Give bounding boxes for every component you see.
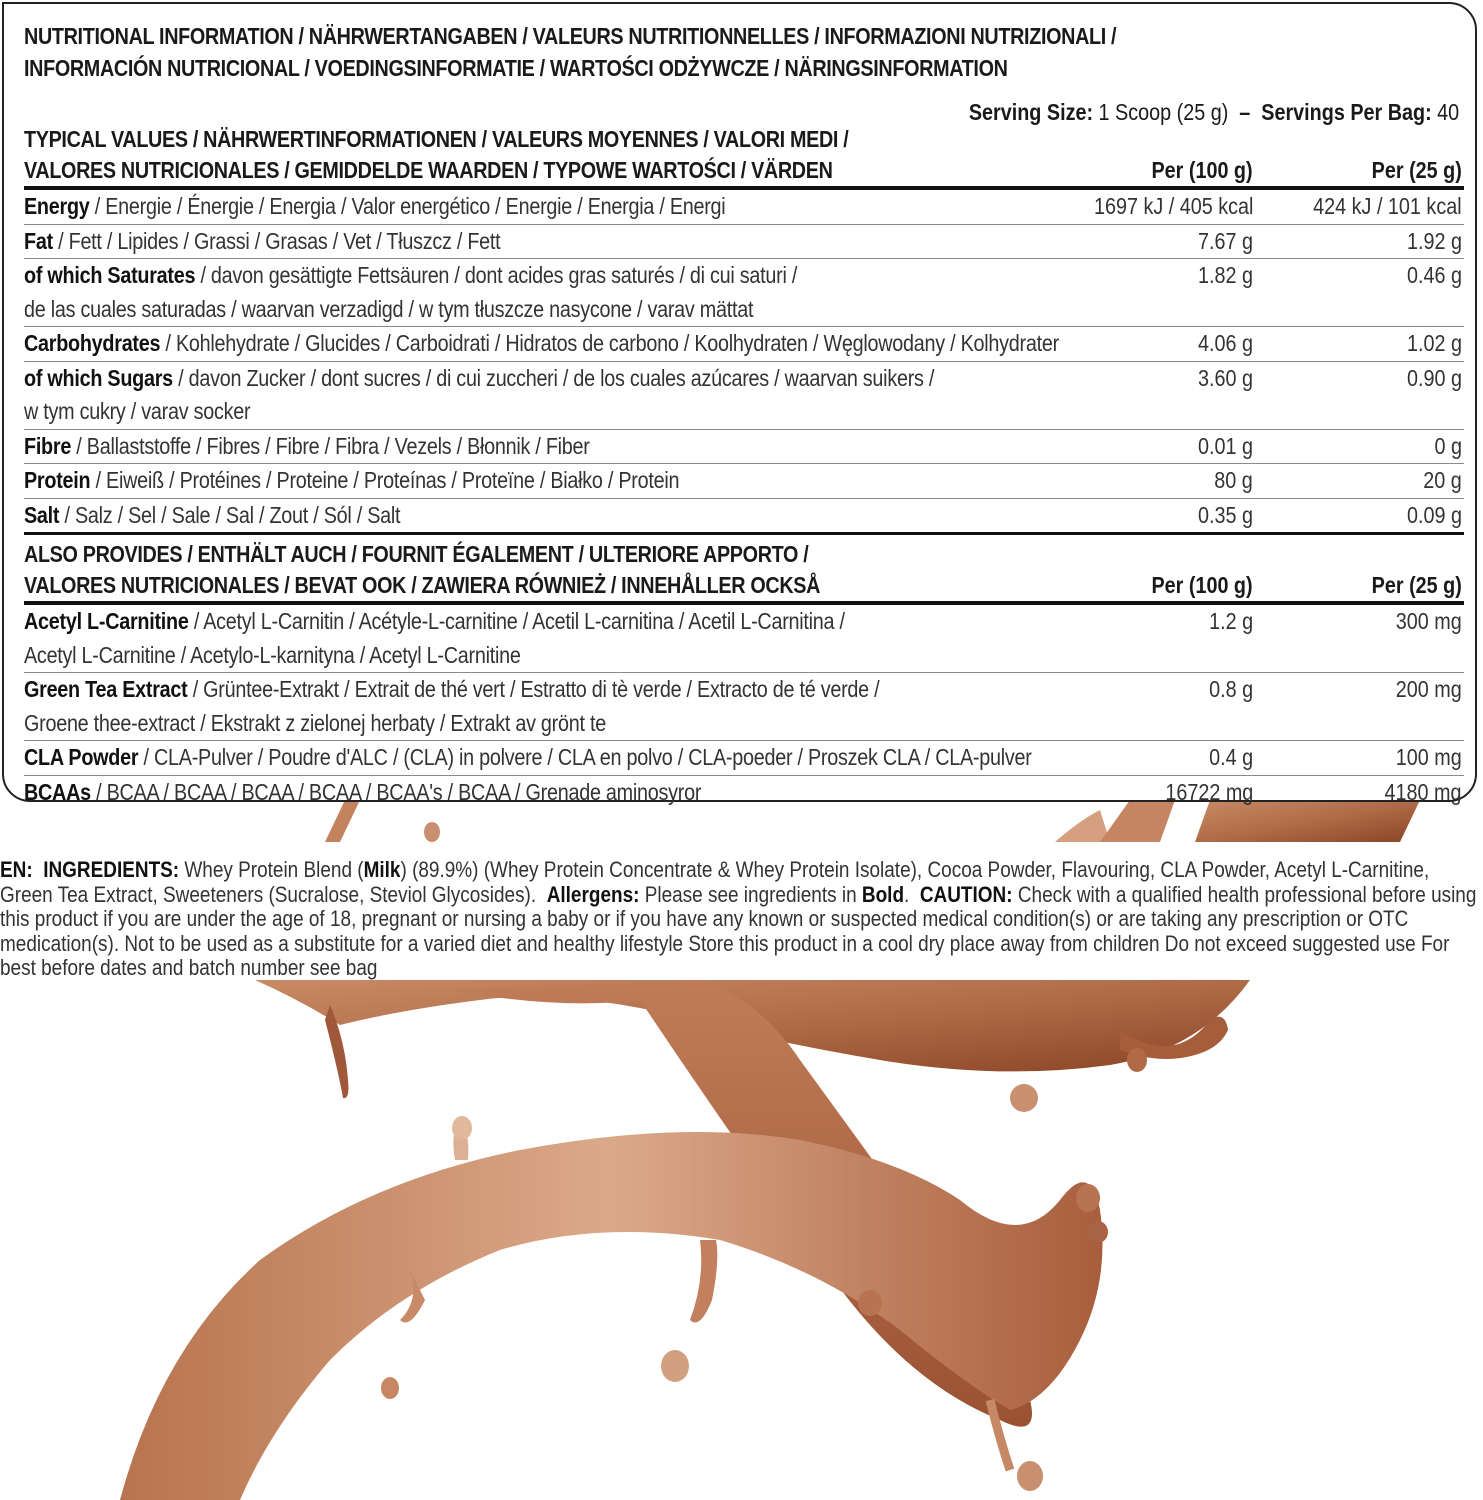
value-per-25g: 20 g — [1423, 467, 1462, 493]
typical-values-header — [24, 124, 1464, 190]
value-per-100g: 1.2 g — [1209, 608, 1253, 634]
ingredients-label: INGREDIENTS: — [43, 857, 180, 882]
also-provides-header — [24, 539, 1464, 605]
table-row-bcaas — [24, 776, 1464, 810]
caution-label: CAUTION: — [919, 881, 1013, 907]
table-row-saturates — [24, 259, 1464, 327]
servings-per-bag-label: Servings Per Bag: — [1261, 99, 1432, 125]
serving-size-value: 1 Scoop (25 g) — [1098, 99, 1229, 125]
also-provides-label-line-2: VALORES NUTRICIONALES / BEVAT OOK / ZAWIERA RÓWNIEŻ / INNEHÅLLER OCKSÅ — [24, 572, 821, 598]
allergens-text: Please see ingredients in — [639, 881, 862, 907]
allergens-label: Allergens: — [546, 881, 640, 907]
also-provides-label — [24, 539, 1056, 601]
nutrient-name: Fat — [24, 227, 53, 254]
value-per-25g: 0 g — [1434, 432, 1462, 459]
title-line-2: INFORMACIÓN NUTRICIONAL / VOEDINGSINFORMATIE / WARTOŚCI ODŻYWCZE / NÄRINGSINFORMATION — [24, 55, 1008, 81]
value-per-25g: 4180 mg — [1385, 778, 1462, 805]
per-25g-header: Per (25 g) — [1371, 572, 1462, 598]
caution-text: Check with a qualified health professional before using this product if you are under the age of 18, pregnant or nursing a baby or if you have any known or suspected medical condition(s) or are taking any prescription or OTC medication(s). Not to be used as a substitute for a varied diet and healthy lifestyle Store this product in a cool dry place away from children Do not exceed suggested use For best before dates and batch number see bag — [0, 881, 1477, 980]
nutrient-translations: / davon gesättigte Fettsäuren / dont acides gras saturés / di cui saturi / — [195, 262, 798, 288]
nutrient-translations: / Acetyl L-Carnitin / Acétyle-L-carnitine / Acetil L-carnitina / Acetil L-Carnitina / — [188, 608, 845, 634]
table-row-sugars — [24, 362, 1464, 430]
ingredients-text-2: ) (89.9%) (Whey Protein Concentrate & Whey Protein Isolate), Cocoa Powder, Flavouring, CLA Powder, Acetyl L-Carnitine, Green Tea Extract, Sweeteners (Sucralose, Steviol Glycosides). — [0, 857, 1430, 907]
value-per-100g: 1697 kJ / 405 kcal — [1093, 193, 1253, 219]
nutrient-translations: / davon Zucker / dont sucres / di cui zuccheri / de los cuales azúcares / waarvan suikers / — [172, 364, 935, 391]
table-row-energy — [24, 190, 1464, 225]
value-per-25g: 1.02 g — [1407, 330, 1462, 356]
nutrient-translations: / Eiweiß / Protéines / Proteine / Proteínas / Proteïne / Białko / Protein — [90, 467, 680, 493]
panel-title — [24, 20, 1142, 84]
servings-per-bag-value: 40 — [1436, 99, 1459, 125]
value-per-100g: 0.4 g — [1209, 744, 1253, 770]
nutrient-name: Protein — [24, 467, 91, 493]
table-row-fibre — [24, 430, 1464, 465]
serving-info — [969, 99, 1459, 126]
nutrient-name: Green Tea Extract — [24, 676, 188, 702]
nutrition-table — [24, 124, 1464, 809]
per-100g-header: Per (100 g) — [1151, 572, 1253, 598]
language-code: EN: — [0, 857, 33, 882]
nutrient-translations: / CLA-Pulver / Poudre d'ALC / (CLA) in polvere / CLA en polvo / CLA-poeder / Proszek CLA / CLA-pulver — [138, 744, 1032, 770]
value-per-25g: 0.09 g — [1407, 501, 1462, 528]
nutrient-name: CLA Powder — [24, 744, 139, 770]
nutrient-translations-line-2: Acetyl L-Carnitine / Acetylo-L-karnityna / Acetyl L-Carnitine — [24, 641, 521, 668]
table-row-fat — [24, 225, 1464, 260]
nutrient-translations-line-2: w tym cukry / varav socker — [24, 398, 251, 424]
table-row-protein — [24, 464, 1464, 499]
value-per-100g: 80 g — [1214, 467, 1253, 493]
table-row-carbohydrates — [24, 327, 1464, 362]
nutrient-translations: / Energie / Énergie / Energia / Valor energético / Energie / Energia / Energi — [89, 193, 726, 219]
nutrient-name: of which Saturates — [24, 262, 196, 288]
value-per-25g: 424 kJ / 101 kcal — [1313, 193, 1462, 219]
per-100g-header: Per (100 g) — [1151, 157, 1253, 183]
nutrition-panel — [2, 2, 1477, 805]
ingredients-text-1: Whey Protein Blend ( — [179, 857, 364, 882]
value-per-100g: 0.8 g — [1209, 676, 1253, 702]
table-row-acetyl-l-carnitine — [24, 605, 1464, 673]
typical-values-label-line-2: VALORES NUTRICIONALES / GEMIDDELDE WAARDEN / TYPOWE WARTOŚCI / VÄRDEN — [24, 157, 833, 183]
per-25g-header: Per (25 g) — [1371, 157, 1462, 183]
value-per-25g: 1.92 g — [1407, 227, 1462, 254]
nutrient-translations: / Ballaststoffe / Fibres / Fibre / Fibra / Vezels / Błonnik / Fiber — [71, 432, 590, 459]
typical-values-label-line-1: TYPICAL VALUES / NÄHRWERTINFORMATIONEN / VALEURS MOYENNES / VALORI MEDI / — [24, 126, 849, 152]
table-row-green-tea-extract — [24, 673, 1464, 741]
nutrient-translations: / Grüntee-Extrakt / Extrait de thé vert / Estratto di tè verde / Extracto de té verde / — [187, 676, 880, 702]
nutrient-name: Carbohydrates — [24, 330, 161, 356]
nutrient-name: BCAAs — [24, 778, 91, 805]
serving-separator: – — [1239, 99, 1251, 125]
nutrient-translations-line-2: de las cuales saturadas / waarvan verzadigd / w tym tłuszcze nasycone / varav mättat — [24, 295, 754, 322]
bold-word: Bold — [861, 881, 905, 907]
nutrient-translations-line-2: Groene thee-extract / Ekstrakt z zielonej herbaty / Extrakt av grönt te — [24, 709, 606, 736]
nutrient-name: of which Sugars — [24, 364, 173, 391]
ingredients-paragraph: EN: INGREDIENTS: Whey Protein Blend (Milk) (89.9%) (Whey Protein Concentrate & Whey Protein Isolate), Cocoa Powder, Flavouring, CLA Powder, Acetyl L-Carnitine, Green Tea Extract, Sweeteners (Sucralose, Steviol Glycosides). Allergens: Please see ingredients in Bold. CAUTION: Check with a qualified health professional before using this product if you are under the age of 18, pregnant or nursing a baby or if you have any known or suspected medical condition(s) or are taking any prescription or OTC medication(s). Not to be used as a substitute for a varied diet and healthy lifestyle Store this product in a cool dry place away from children Do not exceed suggested use For best before dates and batch number see bag — [0, 857, 1477, 980]
allergen-milk: Milk — [363, 857, 401, 882]
value-per-100g: 0.35 g — [1198, 501, 1253, 528]
nutrient-name: Acetyl L-Carnitine — [24, 608, 189, 634]
value-per-25g: 0.90 g — [1407, 364, 1462, 391]
value-per-25g: 0.46 g — [1407, 262, 1462, 288]
value-per-100g: 4.06 g — [1198, 330, 1253, 356]
also-provides-label-line-1: ALSO PROVIDES / ENTHÄLT AUCH / FOURNIT ÉGALEMENT / ULTERIORE APPORTO / — [24, 541, 809, 567]
value-per-100g: 1.82 g — [1198, 262, 1253, 288]
value-per-25g: 200 mg — [1396, 676, 1462, 702]
nutrient-name: Salt — [24, 501, 60, 528]
value-per-100g: 16722 mg — [1165, 778, 1253, 805]
value-per-25g: 300 mg — [1396, 608, 1462, 634]
nutrient-translations: / BCAA / BCAA / BCAA / BCAA / BCAA's / BCAA / Grenade aminosyror — [90, 778, 702, 805]
nutrient-name: Fibre — [24, 432, 72, 459]
table-row-salt — [24, 499, 1464, 536]
value-per-100g: 3.60 g — [1198, 364, 1253, 391]
nutrient-translations: / Fett / Lipides / Grassi / Grasas / Vet / Tłuszcz / Fett — [52, 227, 501, 254]
nutrient-translations: / Kohlehydrate / Glucides / Carboidrati / Hidratos de carbono / Koolhydraten / Węglowodany / Kolhydrater — [160, 330, 1059, 356]
nutrient-name: Energy — [24, 193, 90, 219]
value-per-100g: 7.67 g — [1198, 227, 1253, 254]
value-per-100g: 0.01 g — [1198, 432, 1253, 459]
typical-values-label — [24, 124, 1056, 186]
value-per-25g: 100 mg — [1396, 744, 1462, 770]
serving-size-label: Serving Size: — [968, 99, 1093, 125]
title-line-1: NUTRITIONAL INFORMATION / NÄHRWERTANGABEN / VALEURS NUTRITIONNELLES / INFORMAZIONI NUTRIZIONALI / — [24, 23, 1117, 49]
nutrient-translations: / Salz / Sel / Sale / Sal / Zout / Sól / Salt — [59, 501, 401, 528]
table-row-cla-powder — [24, 741, 1464, 776]
